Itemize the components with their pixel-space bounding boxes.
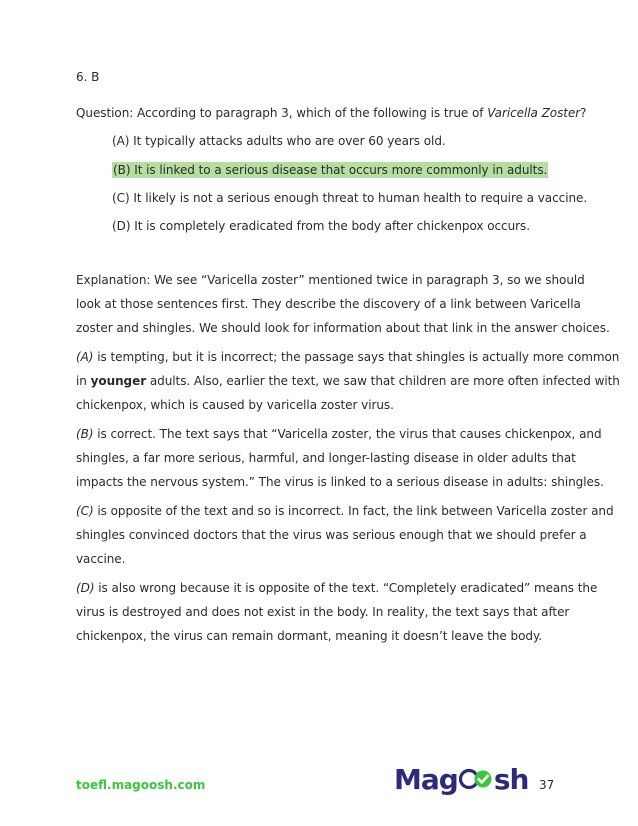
explanation-d-line-1 <box>76 581 597 595</box>
page-number: 37 <box>539 778 555 792</box>
option-c: (C) It likely is not a serious enough threat to human health to require a vaccine. <box>112 191 588 205</box>
explanation-intro-line-3: zoster and shingles. We should look for information about that link in the answer choices. <box>76 321 610 335</box>
explanation-b-line-2: shingles, a far more serious, harmful, and longer-lasting disease in older adults that <box>76 451 576 465</box>
explanation-d-line-3: chickenpox, the virus can remain dormant, meaning it doesn’t leave the body. <box>76 629 543 643</box>
logo-text-right: sh <box>493 762 529 796</box>
explanation-b-text-1: is correct. The text says that “Varicella zoster, the virus that causes chickenpox, and <box>93 427 602 441</box>
explanation-c-line-1 <box>76 504 614 518</box>
question-prefix: Question: According to paragraph 3, which of the following is true of <box>76 106 488 120</box>
option-b-highlight: (B) It is linked to a serious disease that occurs more commonly in adults. <box>113 163 548 177</box>
explanation-intro-line-1: Explanation: We see “Varicella zoster” mentioned twice in paragraph 3, so we should <box>76 273 585 287</box>
explanation-a-text-1: is tempting, but it is incorrect; the passage says that shingles is actually more common <box>93 350 620 364</box>
explanation-a-text-2-post: adults. Also, earlier the text, we saw that children are more often infected with <box>146 374 620 388</box>
explanation-intro-line-2: look at those sentences first. They describe the discovery of a link between Varicella <box>76 297 581 311</box>
explanation-b-line-3: impacts the nervous system.” The virus is linked to a serious disease in adults: shingles. <box>76 475 604 489</box>
explanation-c-label: (C) <box>76 504 94 518</box>
explanation-d-label: (D) <box>76 581 95 595</box>
explanation-a-text-2-pre: in <box>76 374 91 388</box>
explanation-c-line-2: shingles convinced doctors that the virus was serious enough that we should prefer a <box>76 528 587 542</box>
logo-text-left: Mag <box>394 762 458 796</box>
explanation-b-line-1 <box>76 427 602 441</box>
explanation-a-bold-word: younger <box>90 374 147 388</box>
magoosh-logo <box>394 764 528 794</box>
explanation-c-text-1: is opposite of the text and so is incorrect. In fact, the link between Varicella zoster and <box>93 504 614 518</box>
explanation-a-label: (A) <box>76 350 94 364</box>
explanation-c-line-3: vaccine. <box>76 552 126 566</box>
question-suffix: ? <box>580 106 587 120</box>
explanation-d-text-1: is also wrong because it is opposite of the text. “Completely eradicated” means the <box>94 581 598 595</box>
explanation-a-line-2 <box>76 374 620 388</box>
question-text <box>76 106 587 120</box>
explanation-a-line-1 <box>76 350 619 364</box>
option-d: (D) It is completely eradicated from the body after chickenpox occurs. <box>112 219 531 233</box>
explanation-d-line-2: virus is destroyed and does not exist in the body. In reality, the text says that after <box>76 605 570 619</box>
footer-site-link[interactable]: toefl.magoosh.com <box>76 778 206 792</box>
answer-heading: 6. B <box>76 70 100 84</box>
option-a: (A) It typically attacks adults who are over 60 years old. <box>112 134 446 148</box>
question-term: Varicella Zoster <box>487 106 581 120</box>
logo-checkmark-icon <box>459 768 493 790</box>
explanation-a-line-3: chickenpox, which is caused by varicella zoster virus. <box>76 398 394 412</box>
explanation-b-label: (B) <box>76 427 94 441</box>
option-b <box>112 163 548 177</box>
